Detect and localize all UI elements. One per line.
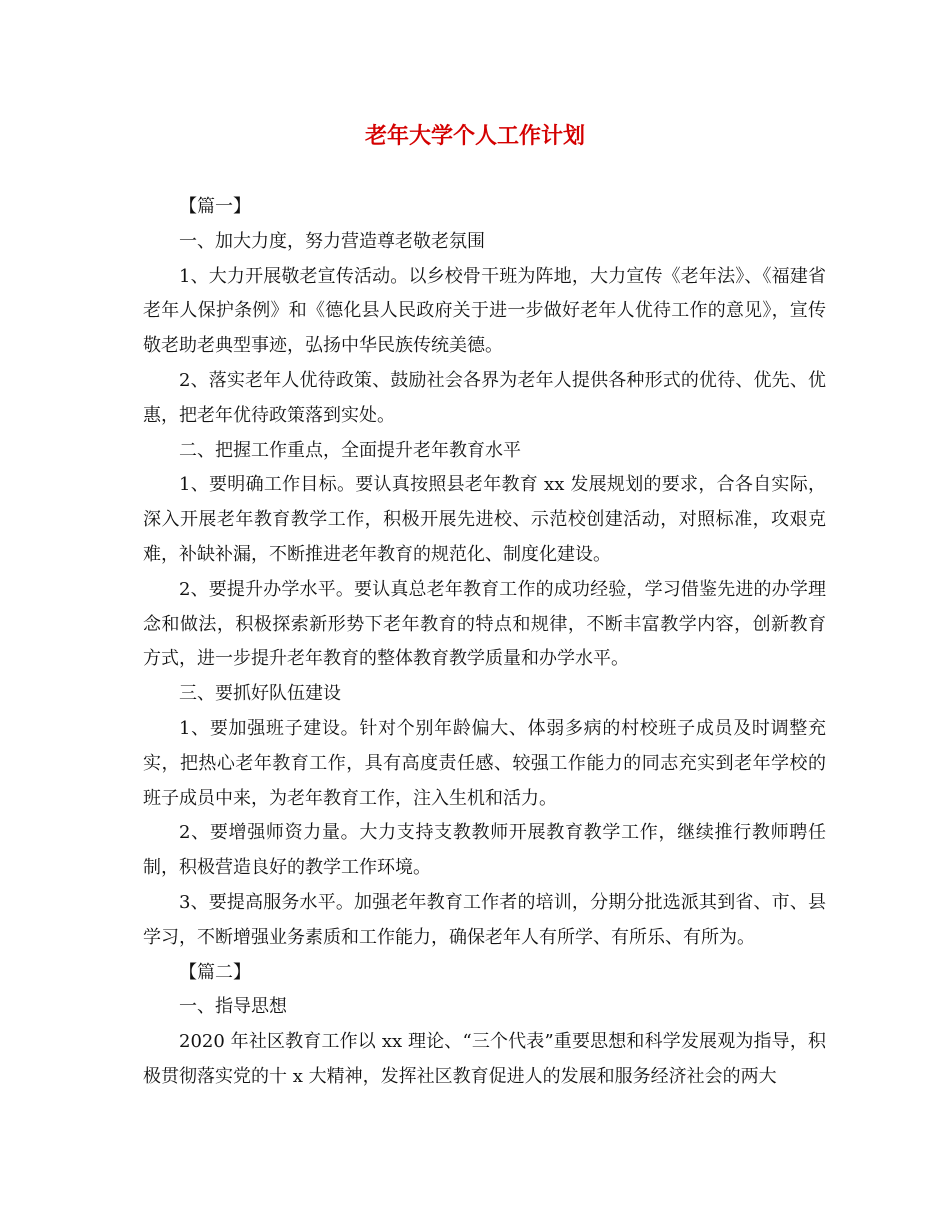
- body-paragraph: 1、要加强班子建设。针对个别年龄偏大、体弱多病的村校班子成员及时调整充实，把热心老年教育工作，具有高度责任感、较强工作能力的同志充实到老年学校的班子成员中来，为老年教育工作，注入生机和活力。: [143, 717, 826, 809]
- body-paragraph: 2、落实老年人优待政策、鼓励社会各界为老年人提供各种形式的优待、优先、优惠，把老年优待政策落到实处。: [143, 369, 826, 426]
- body-paragraph: 2、要提升办学水平。要认真总老年教育工作的成功经验，学习借鉴先进的办学理念和做法，积极探索新形势下老年教育的特点和规律，不断丰富教学内容，创新教育方式，进一步提升老年教育的整体教育教学质量和办学水平。: [143, 578, 826, 670]
- section-heading: 【篇一】: [179, 196, 251, 217]
- body-paragraph: 1、要明确工作目标。要认真按照县老年教育 xx 发展规划的要求，合各自实际，深入开展老年教育教学工作，积极开展先进校、示范校创建活动，对照标准，攻艰克难，补缺补漏，不断推进老年教育的规范化、制度化建设。: [143, 474, 826, 565]
- section-heading: 【篇二】: [179, 961, 251, 983]
- subsection-heading: 一、加大力度，努力营造尊老敬老氛围: [179, 230, 485, 252]
- subsection-heading: 一、指导思想: [179, 996, 287, 1018]
- body-paragraph: 1、大力开展敬老宣传活动。以乡校骨干班为阵地，大力宣传《老年法》、《福建省老年人保护条例》和《德化县人民政府关于进一步做好老年人优待工作的意见》，宣传敬老助老典型事迹，弘扬中华民族传统美德。: [143, 265, 826, 357]
- body-paragraph: 3、要提高服务水平。加强老年教育工作者的培训，分期分批选派其到省、市、县学习，不断增强业务素质和工作能力，确保老年人有所学、有所乐、有所为。: [143, 891, 826, 948]
- document-title: 老年大学个人工作计划: [364, 123, 585, 149]
- body-paragraph: 2、要增强师资力量。大力支持支教教师开展教育教学工作，继续推行教师聘任制，积极营造良好的教学工作环境。: [143, 822, 826, 879]
- body-paragraph: 2020 年社区教育工作以 xx 理论、“三个代表”重要思想和科学发展观为指导，积极贯彻落实党的十 x 大精神，发挥社区教育促进人的发展和服务经济社会的两大: [143, 1031, 826, 1087]
- subsection-heading: 二、把握工作重点，全面提升老年教育水平: [179, 439, 521, 461]
- document-body: [143, 190, 826, 1095]
- subsection-heading: 三、要抓好队伍建设: [179, 683, 341, 705]
